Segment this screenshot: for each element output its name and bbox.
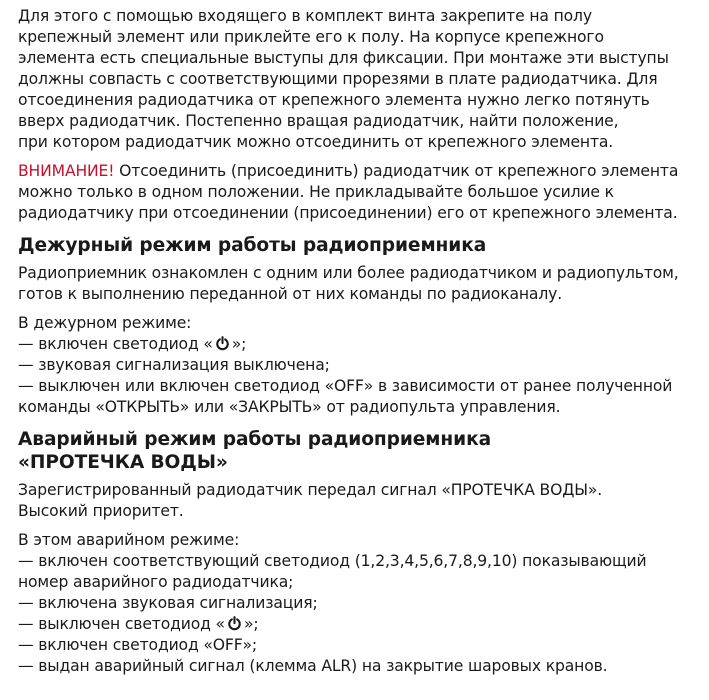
intro-line: Для этого с помощью входящего в комплект винта закрепите на полу — [18, 7, 592, 25]
alarm-list-item: — выдан аварийный сигнал (клемма ALR) на закрытие шаровых кранов. — [18, 657, 608, 675]
warning-line: радиодатчику при отсоединении (присоединении) его от крепежного элемента. — [18, 204, 678, 222]
standby-desc-line: готов к выполнению переданной от них команды по радиоканалу. — [18, 285, 563, 303]
standby-list-item: — включен светодиод « »; — [18, 335, 247, 353]
alarm-list-item: — включена звуковая сигнализация; — [18, 594, 318, 612]
warning-line: можно только в одном положении. Не прикладывайте большое усилие к — [18, 183, 614, 201]
alarm-heading-line: Аварийный режим работы радиоприемника — [18, 429, 492, 450]
intro-paragraph — [18, 6, 708, 153]
intro-line: отсоединения радиодатчика от крепежного элемента нужно легко потянуть — [18, 91, 650, 109]
alarm-heading-line: «ПРОТЕЧКА ВОДЫ» — [18, 452, 228, 473]
intro-line: крепежный элемент или приклейте его к полу. На корпусе крепежного — [18, 28, 604, 46]
warning-text: Отсоединить (присоединить) радиодатчик от крепежного элемента — [114, 162, 679, 180]
intro-line: при котором радиодатчик можно отсоединить от крепежного элемента. — [18, 133, 614, 151]
intro-line: элемента есть специальные выступы для фиксации. При монтаже эти выступы — [18, 49, 669, 67]
standby-list-item: — выключен или включен светодиод «OFF» в зависимости от ранее полученной — [18, 377, 673, 395]
alarm-desc-line: Высокий приоритет. — [18, 502, 184, 520]
standby-list-item: — звуковая сигнализация выключена; — [18, 356, 330, 374]
standby-list — [18, 313, 708, 418]
intro-line: вверх радиодатчик. Постепенно вращая радиодатчик, найти положение, — [18, 112, 619, 130]
intro-line: должны совпасть с соответствующими прорезями в плате радиодатчика. Для — [18, 70, 658, 88]
warning-paragraph — [18, 161, 708, 224]
alarm-list-item: — включен соответствующий светодиод (1,2,3,4,5,6,7,8,9,10) показывающий — [18, 552, 647, 570]
standby-desc-line: Радиоприемник ознакомлен с одним или более радиодатчиком и радиопультом, — [18, 264, 679, 282]
standby-heading: Дежурный режим работы радиоприемника — [18, 235, 487, 256]
power-icon — [227, 616, 242, 631]
warning-line — [18, 161, 708, 182]
standby-description — [18, 263, 708, 305]
alarm-heading — [18, 428, 708, 474]
standby-list-intro: В дежурном режиме: — [18, 314, 192, 332]
power-icon — [215, 336, 230, 351]
warning-label: ВНИМАНИЕ! — [18, 162, 115, 180]
alarm-list-item: — включен светодиод «OFF»; — [18, 636, 258, 654]
standby-list-item-continued: команды «ОТКРЫТЬ» или «ЗАКРЫТЬ» от радиопульта управления. — [18, 398, 561, 416]
alarm-list-item-continued: номер аварийного радиодатчика; — [18, 573, 294, 591]
alarm-list-intro: В этом аварийном режиме: — [18, 531, 240, 549]
alarm-description — [18, 480, 708, 522]
alarm-list-item: — выключен светодиод « »; — [18, 615, 259, 633]
document-page — [18, 6, 708, 677]
alarm-list — [18, 530, 708, 677]
alarm-desc-line: Зарегистрированный радиодатчик передал сигнал «ПРОТЕЧКА ВОДЫ». — [18, 481, 603, 499]
